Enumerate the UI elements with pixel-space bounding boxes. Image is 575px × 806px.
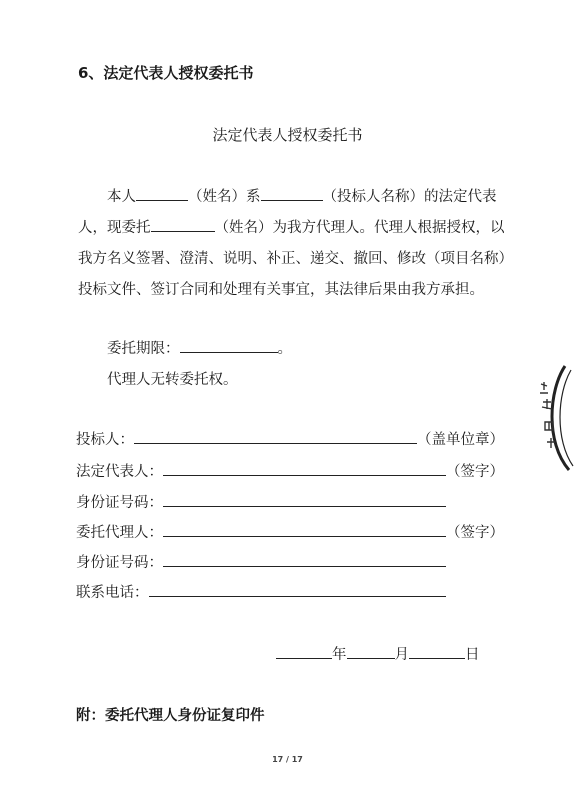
- bidder-note: （盖单位章）: [417, 432, 504, 448]
- id-line-1: [163, 491, 446, 507]
- text-segment: （姓名）为我方代理人。代理人根据授权，以我方名义签署、澄清、说明、补正、递交、撤回、修改（项目名称）投标文件、签订合同和处理有关事宜，其法律后果由我方承担。: [78, 220, 506, 298]
- term-line: [107, 337, 292, 358]
- agent-label: 委托代理人：: [76, 525, 163, 541]
- bidder-name-blank: [261, 186, 323, 201]
- phone-label: 联系电话：: [76, 585, 149, 601]
- id-number-field-1: [76, 491, 446, 512]
- document-title: 法定代表人授权委托书: [212, 126, 363, 144]
- id-label-2: 身份证号码：: [76, 555, 163, 571]
- year-label: 年: [332, 647, 347, 663]
- page-number: 17 / 17: [272, 755, 303, 764]
- term-label: 委托期限：: [107, 341, 180, 357]
- month-blank: [347, 643, 395, 659]
- attachment-note: 附：委托代理人身份证复印件: [76, 708, 265, 724]
- authorization-paragraph: [78, 182, 508, 306]
- legal-rep-line: [163, 460, 446, 476]
- seal-stamp-icon: [535, 362, 575, 474]
- day-blank: [409, 643, 465, 659]
- term-end: 。: [277, 341, 292, 357]
- term-blank: [180, 337, 278, 353]
- year-blank: [276, 643, 332, 659]
- phone-field: [76, 581, 446, 602]
- text-segment: （姓名）系: [188, 189, 261, 205]
- phone-line: [149, 581, 446, 597]
- section-heading: 6、法定代表人授权委托书: [78, 64, 254, 82]
- date-line: [276, 643, 480, 664]
- id-line-2: [163, 551, 446, 567]
- month-label: 月: [394, 647, 409, 663]
- agent-name-blank: [151, 217, 215, 232]
- day-label: 日: [465, 647, 480, 663]
- id-label-1: 身份证号码：: [76, 495, 163, 511]
- bidder-field: [76, 428, 504, 449]
- agent-note: （签字）: [446, 525, 504, 541]
- legal-rep-field: [76, 460, 504, 481]
- agent-field: [76, 521, 504, 542]
- bidder-label: 投标人：: [76, 432, 134, 448]
- text-segment: （投标人名称）的法定代表人，现委托: [78, 189, 497, 236]
- no-sub-delegation: 代理人无转委托权。: [107, 372, 238, 388]
- legal-rep-note: （签字）: [446, 464, 504, 480]
- id-number-field-2: [76, 551, 446, 572]
- bidder-line: [134, 428, 417, 444]
- text-segment: 本人: [107, 189, 136, 205]
- name-blank: [136, 186, 188, 201]
- agent-line: [163, 521, 446, 537]
- legal-rep-label: 法定代表人：: [76, 464, 163, 480]
